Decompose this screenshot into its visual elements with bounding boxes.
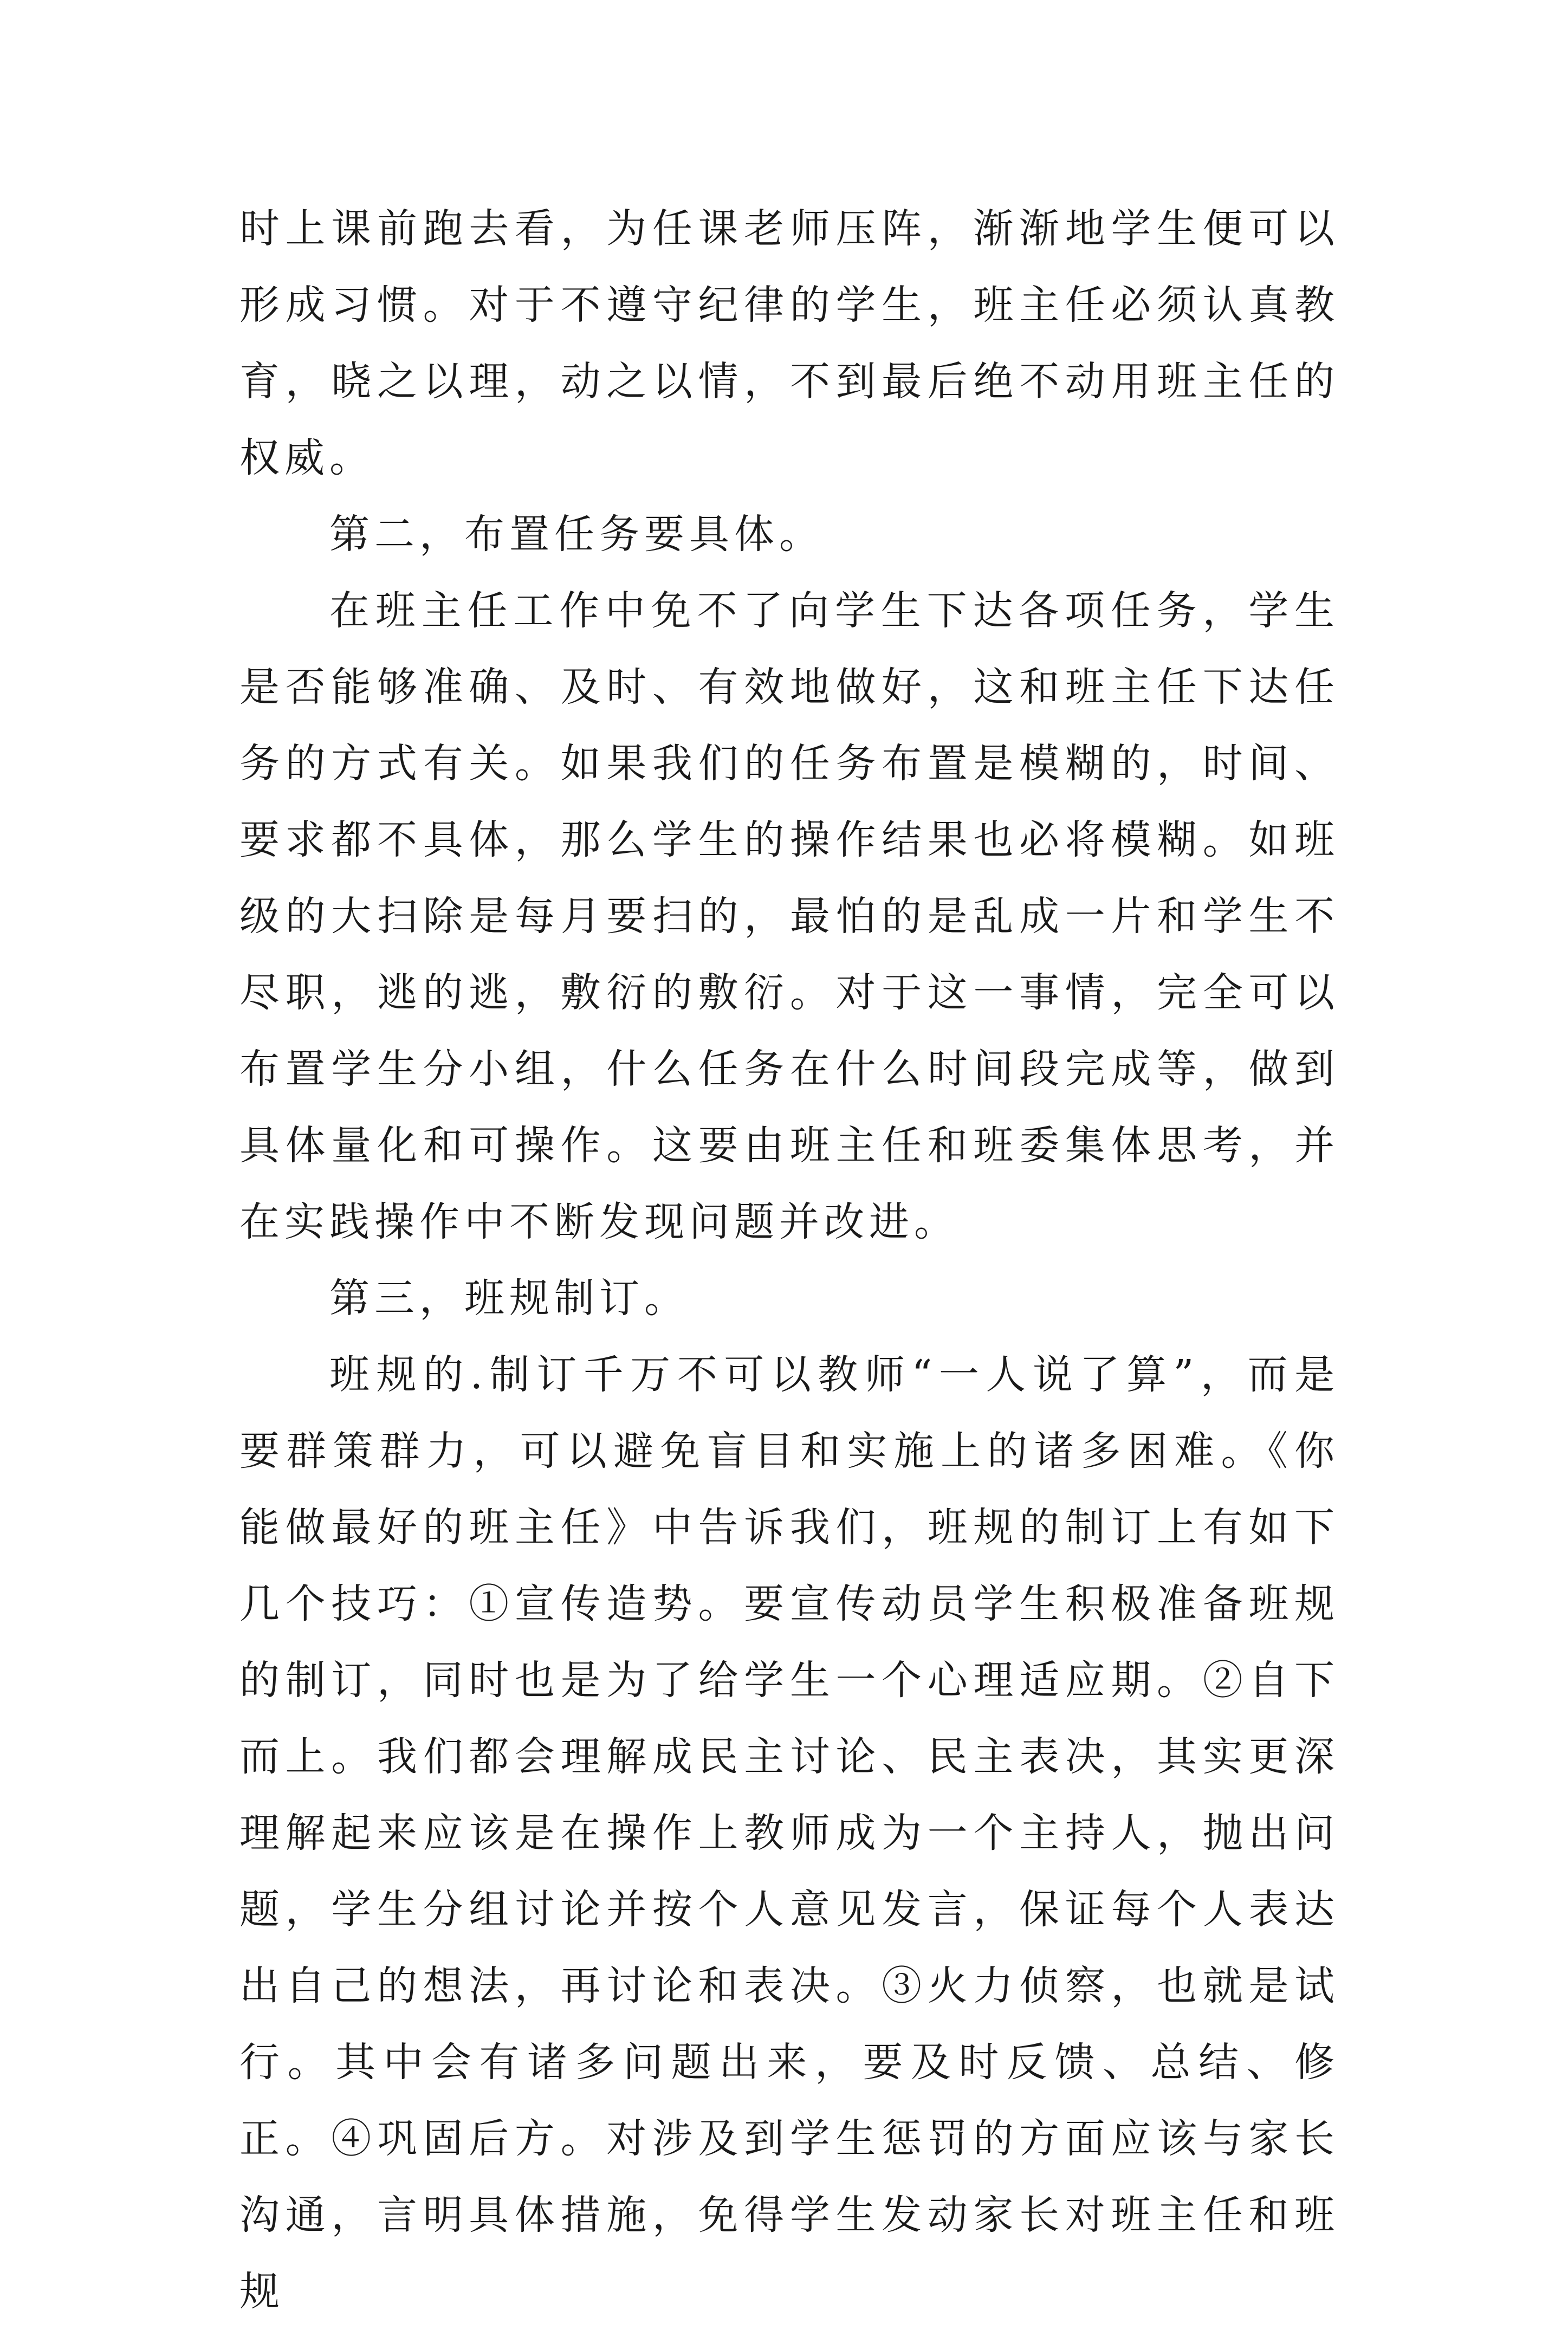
paragraph-class-rules: 班规的.制订千万不可以教师“一人说了算”，而是要群策群力，可以避免盲目和实施上的诸多困难。《你能做最好的班主任》中告诉我们，班规的制订上有如下几个技巧：①宣传造势。要宣传动员学生积极准备班规的制订，同时也是为了给学生一个心理适应期。②自下而上。我们都会理解成民主讨论、民主表决，其实更深理解起来应该是在操作上教师成为一个主持人，抛出问题，学生分组讨论并按个人意见发言，保证每个人表达出自己的想法，再讨论和表决。③火力侦察，也就是试行。其中会有诸多问题出来，要及时反馈、总结、修正。④巩固后方。对涉及到学生惩罚的方面应该与家长沟通，言明具体措施，免得学生发动家长对班主任和班规 bbox=[239, 1351, 1339, 2315]
section-heading-2: 第二，布置任务要具体。 bbox=[329, 511, 824, 558]
document-body bbox=[239, 191, 1339, 2330]
paragraph-continuation: 时上课前跑去看，为任课老师压阵，渐渐地学生便可以形成习惯。对于不遵守纪律的学生，班主任必须认真教育，晓之以理，动之以情，不到最后绝不动用班主任的权威。 bbox=[239, 205, 1339, 481]
section-heading-3: 第三，班规制订。 bbox=[329, 1275, 689, 1322]
paragraph-task-assignment: 在班主任工作中免不了向学生下达各项任务，学生是否能够准确、及时、有效地做好，这和班主任下达任务的方式有关。如果我们的任务布置是模糊的，时间、要求都不具体，那么学生的操作结果也必将模糊。如班级的大扫除是每月要扫的，最怕的是乱成一片和学生不尽职，逃的逃，敷衍的敷衍。对于这一事情，完全可以布置学生分小组，什么任务在什么时间段完成等，做到具体量化和可操作。这要由班主任和班委集体思考，并在实践操作中不断发现问题并改进。 bbox=[239, 587, 1339, 1245]
